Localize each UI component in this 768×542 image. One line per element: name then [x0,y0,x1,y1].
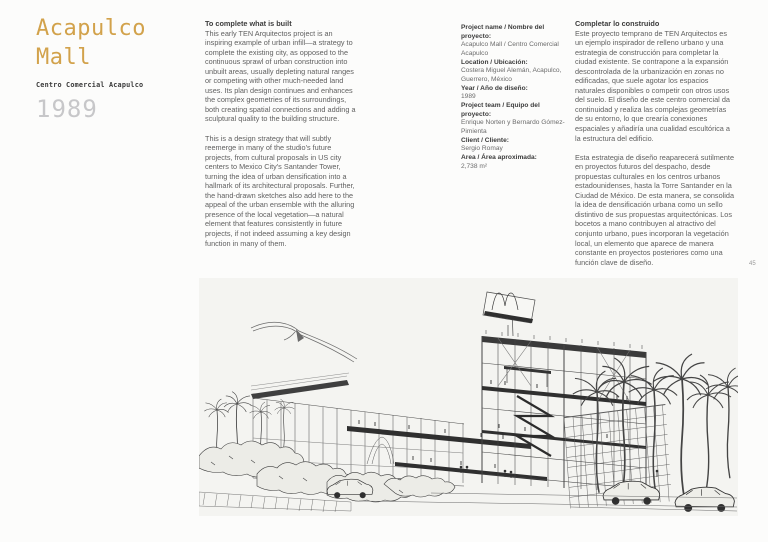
detail-year [461,85,571,102]
detail-client [461,137,571,154]
detail-project-name [461,24,571,58]
drawing-panel [199,278,738,516]
detail-location [461,59,571,85]
english-heading: To complete what is built [205,19,292,28]
detail-value: Acapulco Mall / Centro Comercial Acapulco [461,41,559,57]
english-paragraph-1: This early TEN Arquitectos project is an inspiring example of urban infill—a strategy to complete the existing city, as opposed to the continuous sprawl of urban construction into unbuilt areas, usually depleting natural ranges or competing with other much-needed land uses. Its plan design continues and enhances the complex geometries of its surroundings, both creating spatial connections and adding a sculptural quality to the building structure. [205,28,356,124]
detail-label: Location / Ubicación: [461,58,528,66]
project-title-block [36,14,196,123]
title-line-1: Acapulco [36,16,146,41]
detail-label: Year / Año de diseño: [461,84,528,92]
architectural-sketch [199,278,738,516]
detail-value: 1989 [461,93,476,100]
detail-label: Project team / Equipo del proyecto: [461,102,540,118]
detail-value: Enrique Norten y Bernardo Gómez-Pimienta [461,119,565,135]
english-paragraph-2: This is a design strategy that will subtly reemerge in many of the studio's future projects, from cultural proposals in US city centers to Mexico City's Santander Tower, turning the idea of urban densification into a hallmark of its architectural proposals. Further, the hand-drawn sketches also add here to the appeal of the urban ensemble with the alluring presence of the local vegetation—a natural element that features consistently in future projects, if not indeed assuming a key design function in many of them. [205,133,355,248]
project-details-column [461,24,571,172]
detail-label: Area / Área aproximada: [461,154,537,161]
page-title [36,14,196,72]
detail-label: Project name / Nombre del proyecto: [461,24,545,40]
project-year: 1989 [36,95,98,123]
detail-value: 2,738 m² [461,162,488,170]
spanish-text-column [575,19,736,277]
spanish-paragraph-2: Esta estrategia de diseño reaparecerá sutilmente en proyectos futuros del despacho, desde propuestas culturales en los centros urbanos estadounidenses, hasta la Torre Santander en la Ciudad de México. De esta manera, se consolida la idea de densificación urbana como un sello distintivo de sus propuestas arquitectónicas. Los bocetos a mano contribuyen al atractivo del conjunto urbano, pues incorporan la vegetación local, un elemento que aparece de manera constante en proyectos posteriores como una función clave de diseño. [575,152,735,267]
spanish-heading: Completar lo construido [575,19,660,28]
detail-value: Sergio Romay [461,145,503,152]
detail-label: Client / Cliente: [461,136,509,144]
title-line-2: Mall [36,45,91,70]
project-subtitle: Centro Comercial Acapulco [36,81,144,89]
page-number: 45 [749,261,756,267]
detail-value: Costera Miguel Alemán, Acapulco, Guerrero, México [461,67,562,83]
detail-team [461,102,571,136]
detail-area [461,154,571,171]
spanish-paragraph-1: Este proyecto temprano de TEN Arquitectos es un ejemplo inspirador de relleno urbano y una estrategia de construcción para completar la ciudad existente. Se contrapone a la expansión descontrolada de la urbanización en zonas no edificadas, que suele agotar los espacios naturales disponibles o competir con otros usos del suelo. El diseño de este centro comercial da continuidad y realiza las complejas geometrías de su entorno, lo que crearía conexiones espaciales y añadiría una cualidad escultórica a la estructura del edificio. [575,28,730,143]
english-text-column [205,19,357,258]
